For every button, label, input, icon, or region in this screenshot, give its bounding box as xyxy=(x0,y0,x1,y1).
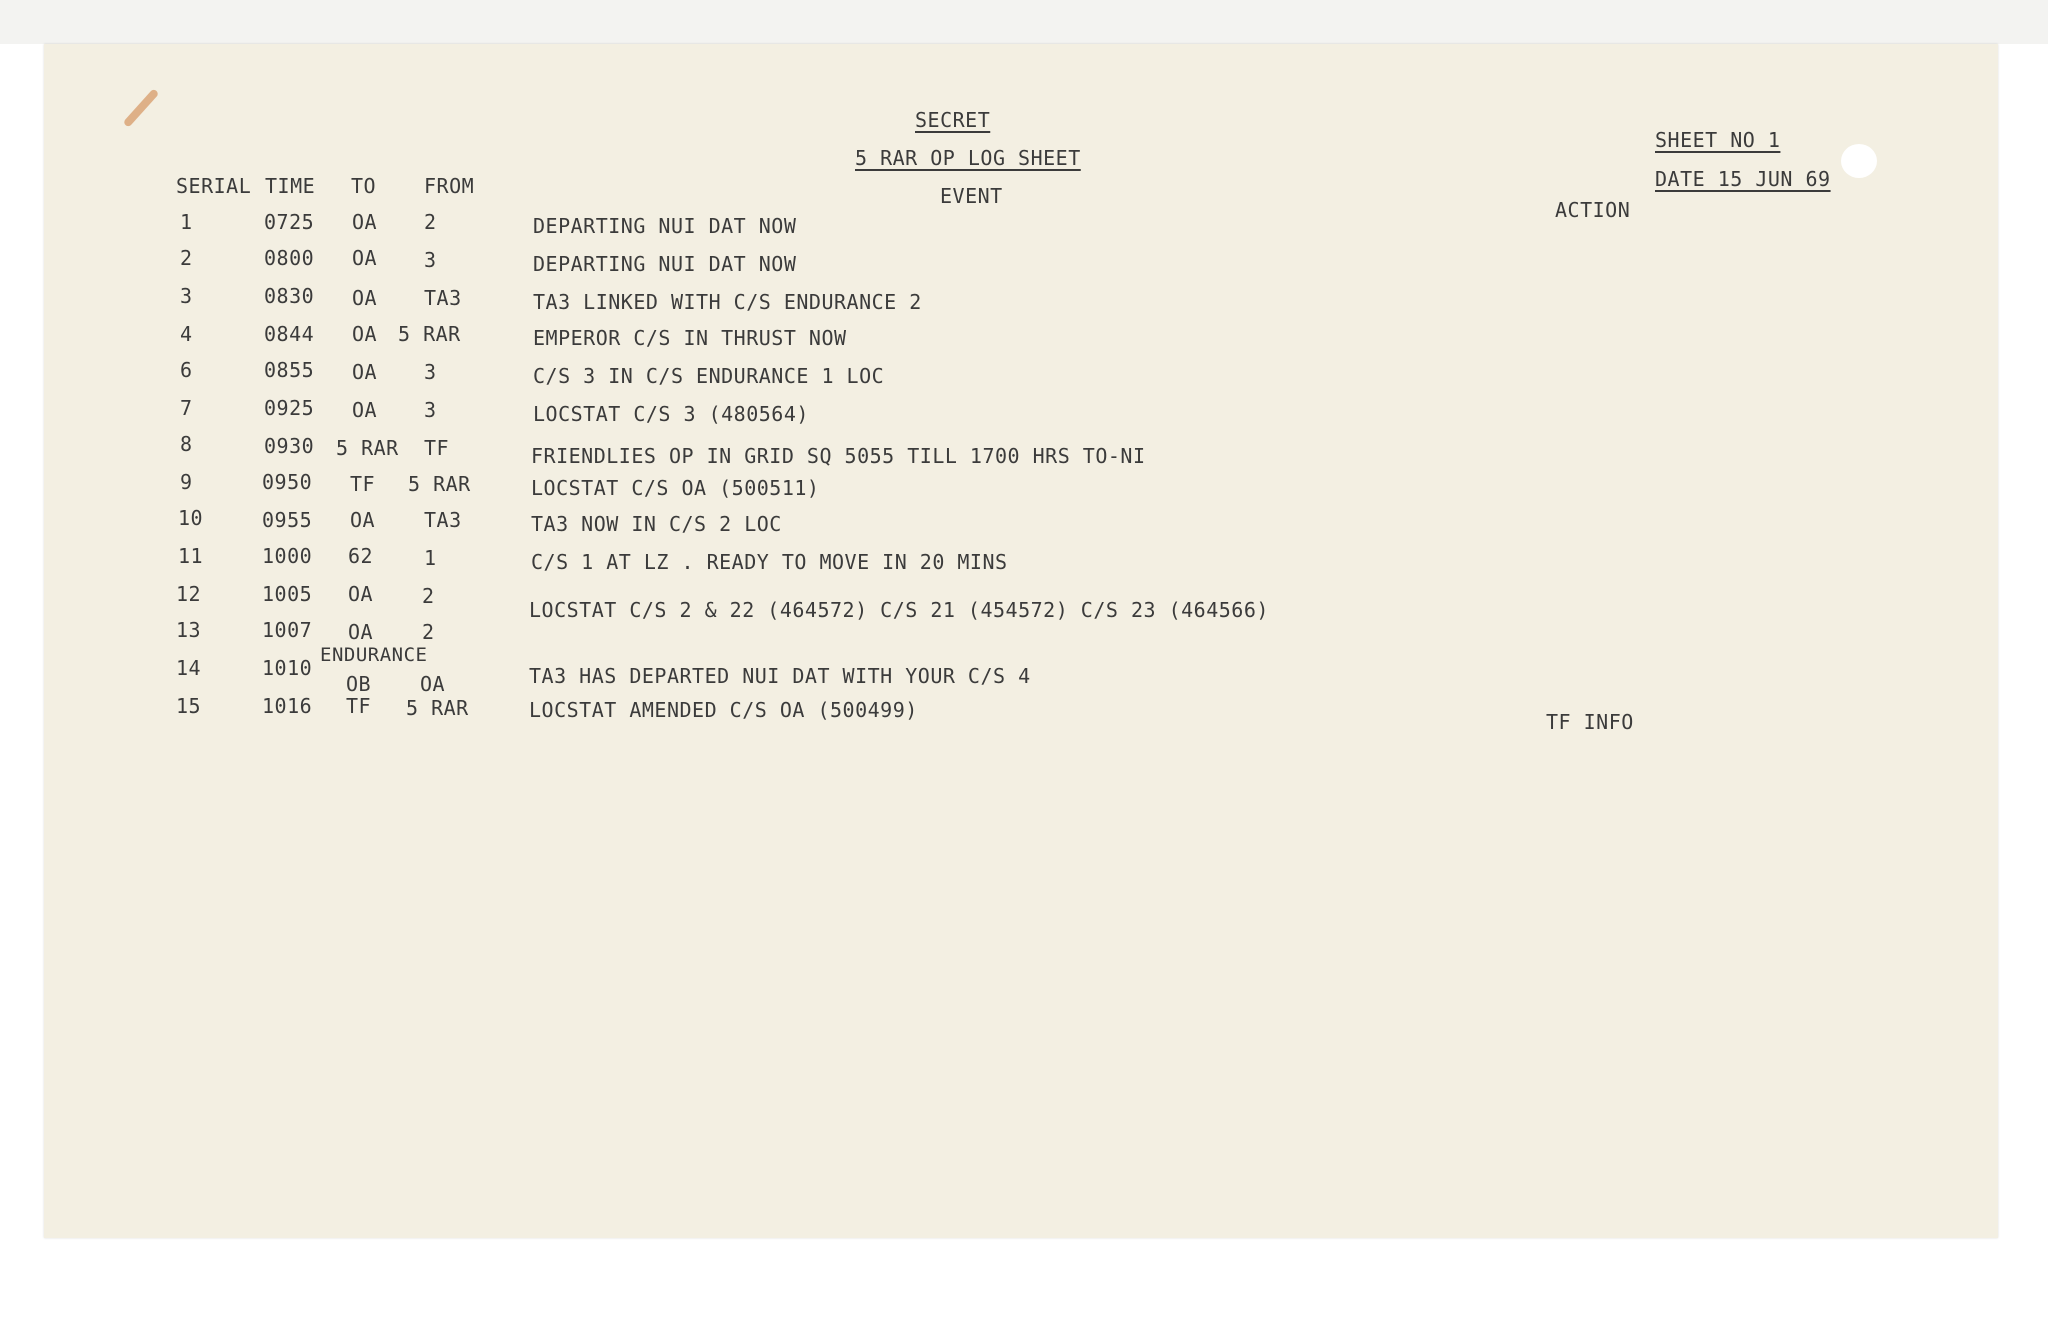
time-cell: 0844 xyxy=(264,322,315,346)
serial-cell: 4 xyxy=(180,322,193,346)
endurance-annotation: ENDURANCE xyxy=(320,644,428,666)
to-cell: OA xyxy=(348,620,374,644)
from-cell: 5 RAR xyxy=(408,472,471,496)
event-cell: LOCSTAT C/S 3 (480564) xyxy=(533,402,809,426)
serial-cell: 12 xyxy=(176,582,202,606)
top-margin xyxy=(0,0,2048,44)
to-cell: TF xyxy=(350,472,376,496)
from-cell: 3 xyxy=(424,248,437,272)
from-cell: OA xyxy=(420,672,446,696)
event-cell: FRIENDLIES OP IN GRID SQ 5055 TILL 1700 HRS TO-NI xyxy=(531,444,1146,468)
from-cell: 3 xyxy=(424,398,437,422)
event-cell: EMPEROR C/S IN THRUST NOW xyxy=(533,326,847,350)
event-cell: C/S 3 IN C/S ENDURANCE 1 LOC xyxy=(533,364,885,388)
time-cell: 0950 xyxy=(262,470,313,494)
time-cell: 1005 xyxy=(262,582,313,606)
log-sheet-paper xyxy=(44,44,1998,1238)
to-cell: 5 RAR xyxy=(336,436,399,460)
serial-cell: 8 xyxy=(180,432,193,456)
serial-cell: 3 xyxy=(180,284,193,308)
from-cell: TF xyxy=(424,436,450,460)
sheet-date: DATE 15 JUN 69 xyxy=(1655,167,1831,191)
from-cell: TA3 xyxy=(424,286,462,310)
time-cell: 0930 xyxy=(264,434,315,458)
serial-cell: 1 xyxy=(180,210,193,234)
to-cell: OA xyxy=(352,210,378,234)
event-cell: LOCSTAT C/S OA (500511) xyxy=(531,476,820,500)
serial-cell: 9 xyxy=(180,470,193,494)
time-cell: 0725 xyxy=(264,210,315,234)
event-cell: DEPARTING NUI DAT NOW xyxy=(533,214,797,238)
sheet-number: SHEET NO 1 xyxy=(1655,128,1781,152)
serial-cell: 10 xyxy=(178,506,204,530)
to-cell: OA xyxy=(352,246,378,270)
time-cell: 1000 xyxy=(262,544,313,568)
serial-cell: 14 xyxy=(176,656,202,680)
column-header-to: TO xyxy=(351,174,377,198)
from-cell: 2 xyxy=(422,584,435,608)
time-cell: 1007 xyxy=(262,618,313,642)
from-cell: 2 xyxy=(422,620,435,644)
to-cell: OA xyxy=(352,398,378,422)
event-cell: TA3 NOW IN C/S 2 LOC xyxy=(531,512,782,536)
column-header-action: ACTION xyxy=(1555,198,1631,222)
punch-hole xyxy=(1841,144,1877,178)
to-cell: OA xyxy=(352,322,378,346)
time-cell: 0800 xyxy=(264,246,315,270)
event-cell: LOCSTAT AMENDED C/S OA (500499) xyxy=(529,698,918,722)
time-cell: 0925 xyxy=(264,396,315,420)
time-cell: 1016 xyxy=(262,694,313,718)
from-cell: 2 xyxy=(424,210,437,234)
from-cell: 3 xyxy=(424,360,437,384)
serial-cell: 13 xyxy=(176,618,202,642)
serial-cell: 7 xyxy=(180,396,193,420)
time-cell: 0855 xyxy=(264,358,315,382)
to-cell: OA xyxy=(352,286,378,310)
event-cell: C/S 1 AT LZ . READY TO MOVE IN 20 MINS xyxy=(531,550,1008,574)
from-cell: TA3 xyxy=(424,508,462,532)
from-cell: 5 RAR xyxy=(398,322,461,346)
time-cell: 1010 xyxy=(262,656,313,680)
to-cell: OA xyxy=(350,508,376,532)
time-cell: 0830 xyxy=(264,284,315,308)
column-header-serial: SERIAL xyxy=(176,174,252,198)
to-cell: 62 xyxy=(348,544,374,568)
serial-cell: 15 xyxy=(176,694,202,718)
classification-label: SECRET xyxy=(915,108,991,132)
event-cell: TA3 LINKED WITH C/S ENDURANCE 2 xyxy=(533,290,922,314)
serial-cell: 11 xyxy=(178,544,204,568)
to-cell: OA xyxy=(352,360,378,384)
event-cell: DEPARTING NUI DAT NOW xyxy=(533,252,797,276)
serial-cell: 6 xyxy=(180,358,193,382)
time-cell: 0955 xyxy=(262,508,313,532)
column-header-time: TIME xyxy=(265,174,316,198)
log-sheet-title: 5 RAR OP LOG SHEET xyxy=(855,146,1081,170)
event-cell: LOCSTAT C/S 2 & 22 (464572) C/S 21 (454572) C/S 23 (464566) xyxy=(529,598,1269,622)
column-header-from: FROM xyxy=(424,174,475,198)
serial-cell: 2 xyxy=(180,246,193,270)
from-cell: 5 RAR xyxy=(406,696,469,720)
action-cell: TF INFO xyxy=(1546,710,1634,734)
to-cell: OA xyxy=(348,582,374,606)
event-cell: TA3 HAS DEPARTED NUI DAT WITH YOUR C/S 4 xyxy=(529,664,1031,688)
to-cell: TF xyxy=(346,694,372,718)
to-cell: OB xyxy=(346,672,372,696)
from-cell: 1 xyxy=(424,546,437,570)
column-header-event: EVENT xyxy=(940,184,1003,208)
